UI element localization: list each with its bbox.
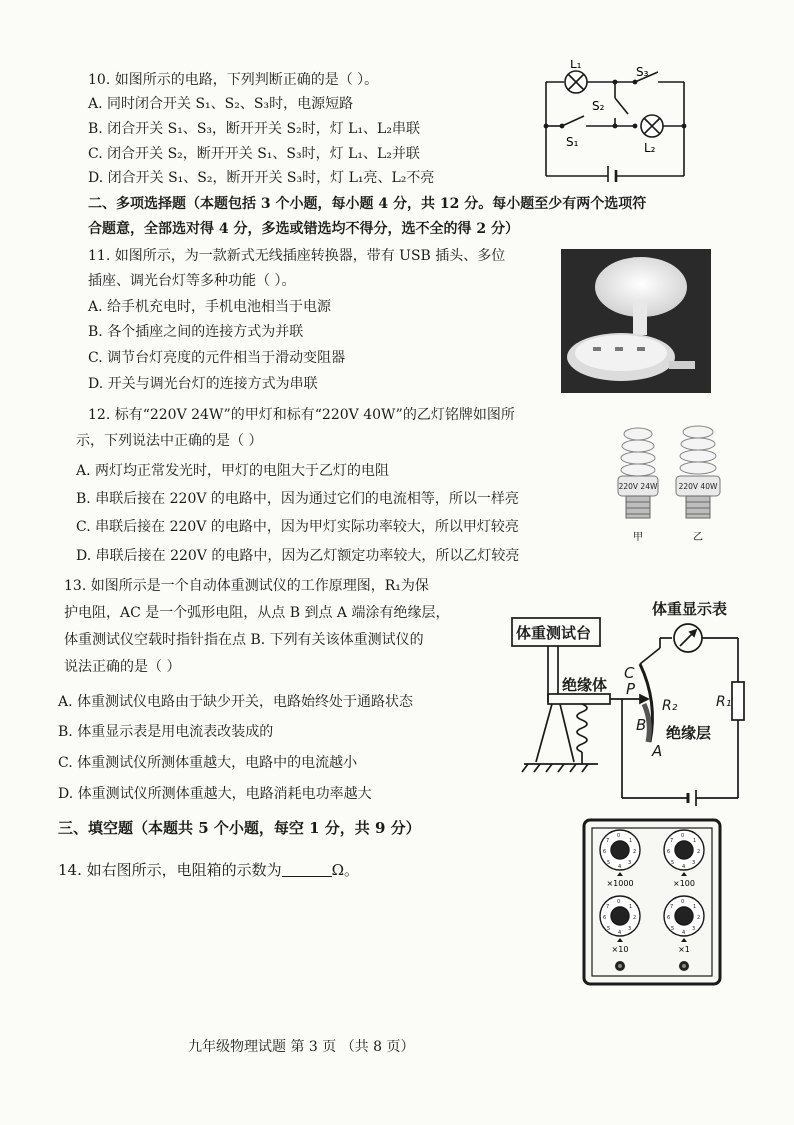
q10-option-c: C. 闭合开关 S₂，断开开关 S₁、S₃时，灯 L₁、L₂并联 xyxy=(88,146,420,162)
label-insulating-layer: 绝缘层 xyxy=(666,724,712,742)
q12-option-a: A. 两灯均正常发光时，甲灯的电阻大于乙灯的电阻 xyxy=(76,463,390,479)
svg-text:7: 7 xyxy=(670,904,674,910)
label-insulator: 绝缘体 xyxy=(562,676,608,694)
svg-text:7: 7 xyxy=(606,904,610,910)
q10-option-b: B. 闭合开关 S₁、S₃，断开开关 S₂时，灯 L₁、L₂串联 xyxy=(88,121,420,137)
svg-text:5: 5 xyxy=(671,860,675,866)
svg-text:0: 0 xyxy=(681,899,685,905)
q10-option-a: A. 同时闭合开关 S₁、S₂、S₃时，电源短路 xyxy=(88,96,354,112)
svg-text:2: 2 xyxy=(697,849,701,855)
terminal-left-icon xyxy=(615,961,625,971)
svg-text:5: 5 xyxy=(607,926,611,932)
label-x1: ×1 xyxy=(678,945,690,954)
page-footer: 九年级物理试题 第 3 页 （共 8 页） xyxy=(188,1039,415,1055)
svg-text:7: 7 xyxy=(670,838,674,844)
svg-text:4: 4 xyxy=(682,864,686,870)
svg-text:0: 0 xyxy=(681,833,685,839)
svg-text:6: 6 xyxy=(667,849,671,855)
bulb-yi-icon xyxy=(676,426,720,518)
label-point-p: P xyxy=(626,680,636,698)
svg-text:6: 6 xyxy=(603,915,607,921)
label-weight-meter: 体重显示表 xyxy=(652,600,728,618)
svg-text:0: 0 xyxy=(617,833,621,839)
svg-text:1: 1 xyxy=(693,904,697,910)
svg-text:5: 5 xyxy=(671,926,675,932)
bulb-yi-label: 乙 xyxy=(693,532,703,543)
label-x10: ×10 xyxy=(611,945,629,954)
q13-stem-line2: 护电阻，AC 是一个弧形电阻，从点 B 到点 A 端涂有绝缘层， xyxy=(64,605,450,621)
resistance-box-figure xyxy=(582,818,722,986)
label-r2: R₂ xyxy=(662,698,678,714)
q14-text-before: 14. 如右图所示，电阻箱的示数为 xyxy=(58,861,282,879)
label-x100: ×100 xyxy=(673,879,695,888)
svg-text:2: 2 xyxy=(697,915,701,921)
svg-text:0: 0 xyxy=(617,899,621,905)
bulb-jia-rating: 220V 24W xyxy=(618,482,658,491)
q13-stem-line3: 体重测试仪空载时指针指在点 B. 下列有关该体重测试仪的 xyxy=(64,632,424,648)
svg-text:1: 1 xyxy=(629,838,633,844)
svg-text:3: 3 xyxy=(692,860,696,866)
svg-text:4: 4 xyxy=(682,930,686,936)
q10-label-s2: S₂ xyxy=(592,99,605,113)
q14-answer-blank[interactable] xyxy=(282,862,332,877)
q14-text xyxy=(58,860,359,880)
label-point-c: C xyxy=(624,664,635,682)
q11-stem-line2: 插座、调光台灯等多种功能（ ）。 xyxy=(88,273,296,289)
q11-option-b: B. 各个插座之间的连接方式为并联 xyxy=(88,324,304,340)
q11-option-a: A. 给手机充电时，手机电池相当于电源 xyxy=(88,299,332,315)
q13-option-d: D. 体重测试仪所测体重越大，电路消耗电功率越大 xyxy=(58,786,372,802)
svg-text:3: 3 xyxy=(628,860,632,866)
terminal-right-icon xyxy=(679,961,689,971)
q10-option-d: D. 闭合开关 S₁、S₂，断开开关 S₃时，灯 L₁亮、L₂不亮 xyxy=(88,170,435,186)
q12-option-c: C. 串联后接在 220V 的电路中，因为甲灯实际功率较大，所以甲灯较亮 xyxy=(76,519,519,535)
q12-bulbs-figure xyxy=(606,424,726,548)
svg-text:2: 2 xyxy=(633,915,637,921)
q10-label-s3: S₃ xyxy=(636,65,649,79)
svg-text:3: 3 xyxy=(692,926,696,932)
label-x1000: ×1000 xyxy=(606,879,634,888)
svg-text:6: 6 xyxy=(667,915,671,921)
bulb-yi-rating: 220V 40W xyxy=(678,482,718,491)
svg-text:6: 6 xyxy=(603,849,607,855)
section2-heading-line2: 合题意，全部选对得 4 分，多选或错选均不得分，选不全的得 2 分） xyxy=(88,221,519,237)
svg-text:4: 4 xyxy=(618,864,622,870)
q12-option-d: D. 串联后接在 220V 的电路中，因为乙灯额定功率较大，所以乙灯较亮 xyxy=(76,548,520,564)
svg-text:4: 4 xyxy=(618,930,622,936)
section2-heading-line1: 二、多项选择题（本题包括 3 个小题，每小题 4 分，共 12 分。每小题至少有两个选项符 xyxy=(88,196,647,212)
q11-option-d: D. 开关与调光台灯的连接方式为串联 xyxy=(88,376,318,392)
bulb-jia-label: 甲 xyxy=(633,532,643,543)
svg-text:1: 1 xyxy=(629,904,633,910)
label-point-a: A xyxy=(652,742,663,760)
q12-option-b: B. 串联后接在 220V 的电路中，因为通过它们的电流相等，所以一样亮 xyxy=(76,491,519,507)
svg-text:1: 1 xyxy=(693,838,697,844)
q10-stem: 10. 如图所示的电路，下列判断正确的是（ ）。 xyxy=(88,72,379,88)
q13-weight-scale-diagram xyxy=(500,592,756,810)
q13-stem-line4: 说法正确的是（ ） xyxy=(64,659,181,675)
label-platform: 体重测试台 xyxy=(516,624,592,642)
q14-text-after: Ω。 xyxy=(331,861,360,879)
svg-text:2: 2 xyxy=(633,849,637,855)
q10-circuit-diagram xyxy=(540,60,690,182)
q10-label-l2: L₂ xyxy=(644,141,656,155)
bulb-jia-icon xyxy=(618,428,658,518)
label-point-b: B xyxy=(636,716,647,734)
q12-stem-line1: 12. 标有“220V 24W”的甲灯和标有“220V 40W”的乙灯铭牌如图所 xyxy=(88,407,515,423)
svg-text:3: 3 xyxy=(628,926,632,932)
q10-label-s1: S₁ xyxy=(566,135,579,149)
q11-option-c: C. 调节台灯亮度的元件相当于滑动变阻器 xyxy=(88,350,346,366)
q11-stem-line1: 11. 如图所示，为一款新式无线插座转换器，带有 USB 插头、多位 xyxy=(88,248,506,264)
q12-stem-line2: 示，下列说法中正确的是（ ） xyxy=(76,433,263,449)
q10-label-l1: L₁ xyxy=(570,60,582,71)
socket-lamp-photo xyxy=(561,249,711,393)
q13-option-c: C. 体重测试仪所测体重越大，电路中的电流越小 xyxy=(58,755,358,771)
svg-text:7: 7 xyxy=(606,838,610,844)
q13-option-b: B. 体重显示表是用电流表改装成的 xyxy=(58,724,274,740)
q13-stem-line1: 13. 如图所示是一个自动体重测试仪的工作原理图，R₁为保 xyxy=(64,578,429,594)
svg-text:5: 5 xyxy=(607,860,611,866)
label-r1: R₁ xyxy=(716,694,732,710)
q13-option-a: A. 体重测试仪电路由于缺少开关，电路始终处于通路状态 xyxy=(58,694,414,710)
section3-heading: 三、填空题（本题共 5 个小题，每空 1 分，共 9 分） xyxy=(58,819,421,837)
